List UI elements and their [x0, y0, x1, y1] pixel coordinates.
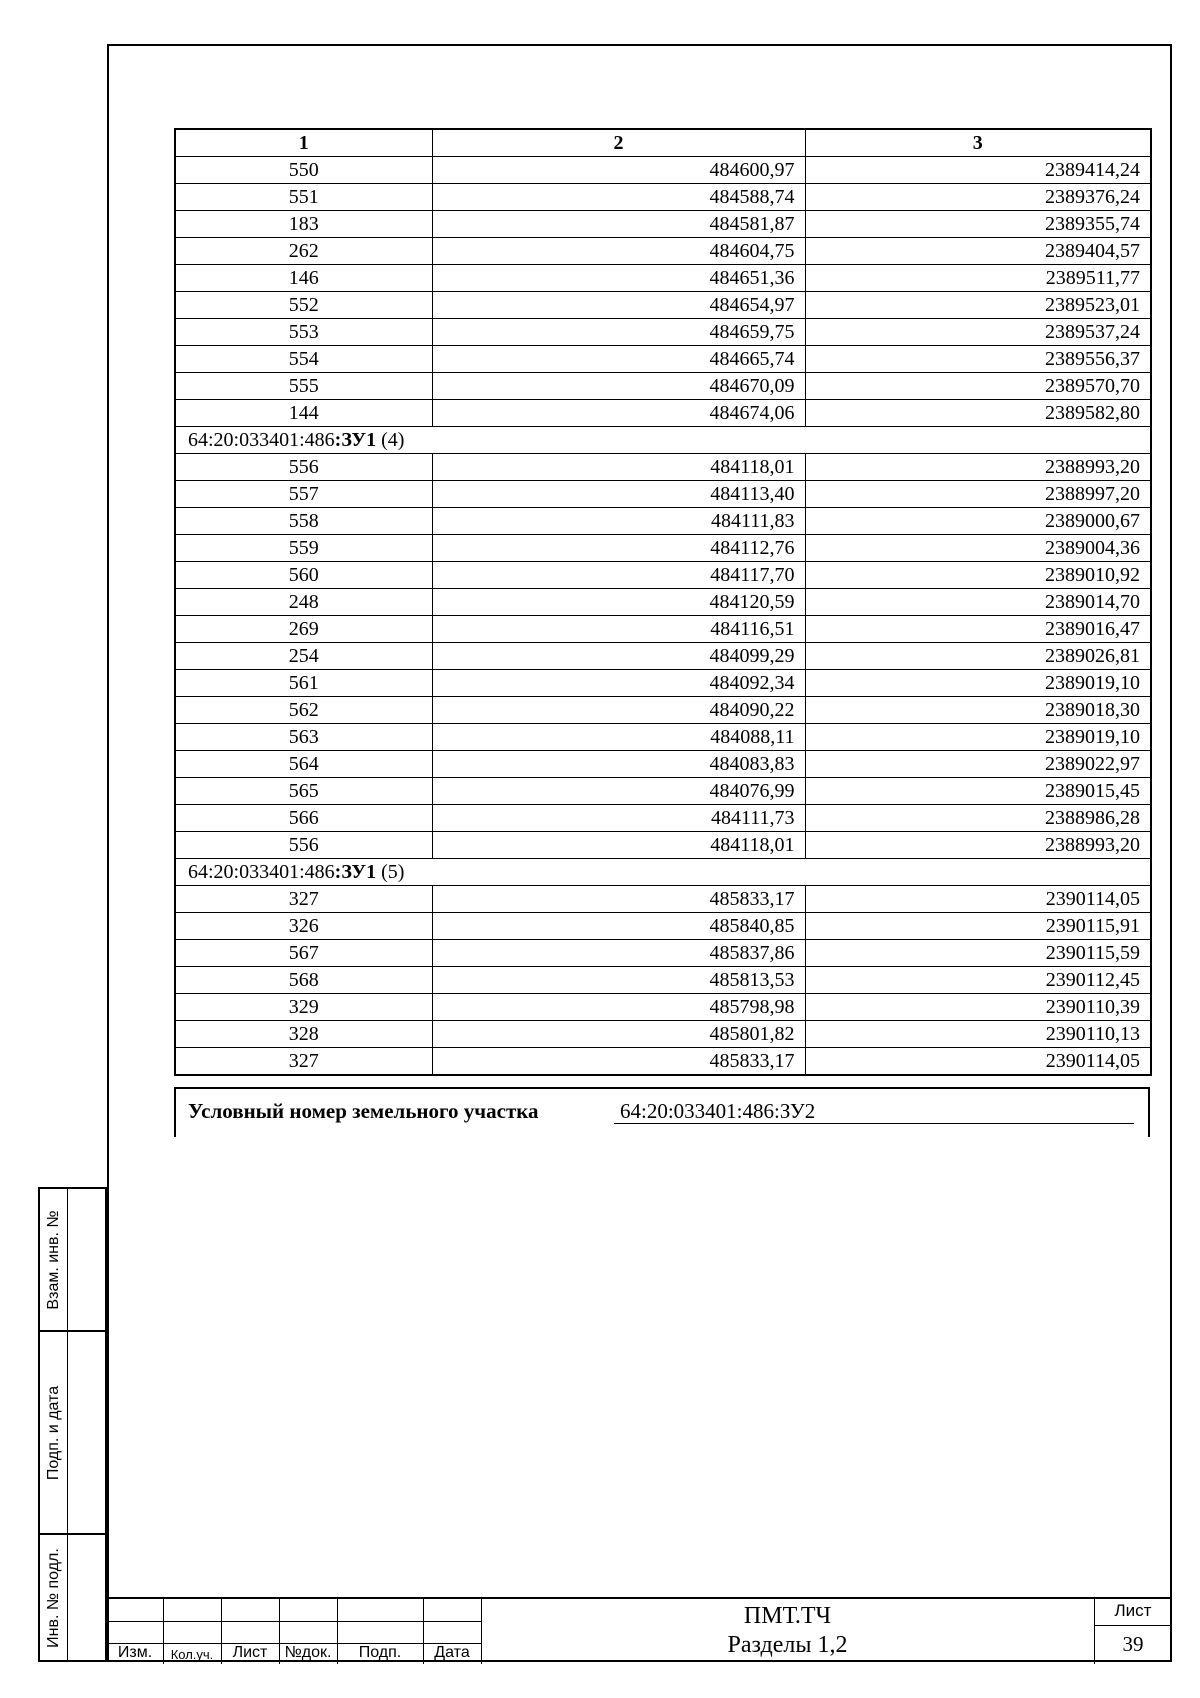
coordinate-row	[175, 157, 1151, 184]
x-coordinate-cell: 484099,29	[432, 643, 805, 670]
group-suffix: (4)	[376, 429, 405, 451]
x-coordinate-cell: 485798,98	[432, 994, 805, 1021]
point-number-cell: 558	[175, 508, 432, 535]
coordinate-row	[175, 319, 1151, 346]
point-number-cell: 554	[175, 346, 432, 373]
y-coordinate-cell: 2390112,45	[805, 967, 1151, 994]
point-number-cell: 327	[175, 886, 432, 913]
point-number-cell: 563	[175, 724, 432, 751]
y-coordinate-cell: 2390115,91	[805, 913, 1151, 940]
parcel-info-box	[174, 1087, 1150, 1137]
point-number-cell: 248	[175, 589, 432, 616]
coordinate-row	[175, 400, 1151, 427]
coordinate-row	[175, 1048, 1151, 1076]
block-2-rows	[175, 454, 1151, 859]
table-header-row	[175, 129, 1151, 157]
coordinate-row	[175, 265, 1151, 292]
y-coordinate-cell: 2390114,05	[805, 886, 1151, 913]
parcel-number-label: Условный номер земельного участка	[188, 1099, 539, 1123]
coordinate-row	[175, 454, 1151, 481]
coordinate-row	[175, 481, 1151, 508]
x-coordinate-cell: 484588,74	[432, 184, 805, 211]
block-1-rows	[175, 157, 1151, 427]
point-number-cell: 556	[175, 454, 432, 481]
point-number-cell: 557	[175, 481, 432, 508]
coordinate-row	[175, 994, 1151, 1021]
coordinate-row	[175, 940, 1151, 967]
document-sections: Разделы 1,2	[727, 1632, 848, 1658]
x-coordinate-cell: 485801,82	[432, 1021, 805, 1048]
y-coordinate-cell: 2389015,45	[805, 778, 1151, 805]
point-number-cell: 553	[175, 319, 432, 346]
x-coordinate-cell: 484600,97	[432, 157, 805, 184]
side-label-inv: Инв. № подл.	[44, 1547, 62, 1648]
stamp-col-list: Лист	[232, 1644, 268, 1661]
column-number-2: 2	[432, 129, 805, 157]
y-coordinate-cell: 2389414,24	[805, 157, 1151, 184]
sheet-number: 39	[1122, 1632, 1144, 1656]
point-number-cell: 567	[175, 940, 432, 967]
coordinate-row	[175, 913, 1151, 940]
point-number-cell: 328	[175, 1021, 432, 1048]
point-number-cell: 568	[175, 967, 432, 994]
coordinate-row	[175, 643, 1151, 670]
point-number-cell: 254	[175, 643, 432, 670]
coordinate-row	[175, 184, 1151, 211]
column-number-1: 1	[175, 129, 432, 157]
y-coordinate-cell: 2389019,10	[805, 670, 1151, 697]
coordinate-row	[175, 724, 1151, 751]
side-cell-inv	[38, 1533, 107, 1662]
y-coordinate-cell: 2389511,77	[805, 265, 1151, 292]
point-number-cell: 551	[175, 184, 432, 211]
y-coordinate-cell: 2389014,70	[805, 589, 1151, 616]
x-coordinate-cell: 484111,83	[432, 508, 805, 535]
group-header-cell	[175, 427, 1151, 454]
y-coordinate-cell: 2388986,28	[805, 805, 1151, 832]
y-coordinate-cell: 2389022,97	[805, 751, 1151, 778]
x-coordinate-cell: 485837,86	[432, 940, 805, 967]
y-coordinate-cell: 2388993,20	[805, 454, 1151, 481]
stamp-col-podp: Подп.	[358, 1644, 402, 1661]
point-number-cell: 566	[175, 805, 432, 832]
side-label-podp: Подп. и дата	[44, 1385, 62, 1480]
x-coordinate-cell: 484670,09	[432, 373, 805, 400]
point-number-cell: 326	[175, 913, 432, 940]
x-coordinate-cell: 484665,74	[432, 346, 805, 373]
x-coordinate-cell: 484581,87	[432, 211, 805, 238]
group-header-row	[175, 859, 1151, 886]
parcel-number-value: 64:20:033401:486:ЗУ2	[614, 1099, 1134, 1124]
coordinate-row	[175, 805, 1151, 832]
point-number-cell: 146	[175, 265, 432, 292]
title-block	[107, 1597, 1172, 1664]
y-coordinate-cell: 2389570,70	[805, 373, 1151, 400]
x-coordinate-cell: 484088,11	[432, 724, 805, 751]
coordinate-row	[175, 967, 1151, 994]
coordinate-row	[175, 1021, 1151, 1048]
x-coordinate-cell: 484111,73	[432, 805, 805, 832]
y-coordinate-cell: 2389018,30	[805, 697, 1151, 724]
y-coordinate-cell: 2389010,92	[805, 562, 1151, 589]
x-coordinate-cell: 484120,59	[432, 589, 805, 616]
x-coordinate-cell: 484117,70	[432, 562, 805, 589]
point-number-cell: 329	[175, 994, 432, 1021]
point-number-cell: 552	[175, 292, 432, 319]
side-stamp	[38, 1187, 107, 1662]
coordinate-row	[175, 346, 1151, 373]
coordinate-row	[175, 238, 1151, 265]
point-number-cell: 556	[175, 832, 432, 859]
x-coordinate-cell: 485840,85	[432, 913, 805, 940]
y-coordinate-cell: 2388997,20	[805, 481, 1151, 508]
point-number-cell: 561	[175, 670, 432, 697]
stamp-col-data: Дата	[434, 1644, 470, 1661]
point-number-cell: 564	[175, 751, 432, 778]
x-coordinate-cell: 484090,22	[432, 697, 805, 724]
point-number-cell: 262	[175, 238, 432, 265]
y-coordinate-cell: 2389537,24	[805, 319, 1151, 346]
stamp-col-ndok: №док.	[284, 1644, 332, 1661]
point-number-cell: 565	[175, 778, 432, 805]
group-prefix: 64:20:033401:486	[188, 429, 335, 451]
coordinate-row	[175, 832, 1151, 859]
coordinate-row	[175, 535, 1151, 562]
column-number-3: 3	[805, 129, 1151, 157]
x-coordinate-cell: 484092,34	[432, 670, 805, 697]
group-code: :ЗУ1	[334, 861, 377, 883]
y-coordinate-cell: 2390110,13	[805, 1021, 1151, 1048]
x-coordinate-cell: 484118,01	[432, 832, 805, 859]
y-coordinate-cell: 2390115,59	[805, 940, 1151, 967]
point-number-cell: 562	[175, 697, 432, 724]
coordinate-row	[175, 616, 1151, 643]
side-cell-vzam	[38, 1187, 107, 1332]
x-coordinate-cell: 484076,99	[432, 778, 805, 805]
y-coordinate-cell: 2390114,05	[805, 1048, 1151, 1076]
x-coordinate-cell: 484651,36	[432, 265, 805, 292]
coordinate-row	[175, 292, 1151, 319]
y-coordinate-cell: 2389355,74	[805, 211, 1151, 238]
x-coordinate-cell: 484674,06	[432, 400, 805, 427]
side-cell-podp	[38, 1330, 107, 1535]
y-coordinate-cell: 2389026,81	[805, 643, 1151, 670]
group-prefix: 64:20:033401:486	[188, 861, 335, 883]
block-3-rows	[175, 886, 1151, 1076]
x-coordinate-cell: 484113,40	[432, 481, 805, 508]
y-coordinate-cell: 2389556,37	[805, 346, 1151, 373]
y-coordinate-cell: 2389376,24	[805, 184, 1151, 211]
point-number-cell: 183	[175, 211, 432, 238]
x-coordinate-cell: 484654,97	[432, 292, 805, 319]
coordinates-table	[174, 128, 1152, 1076]
y-coordinate-cell: 2389016,47	[805, 616, 1151, 643]
document-code: ПМТ.ТЧ	[743, 1603, 832, 1629]
y-coordinate-cell: 2389523,01	[805, 292, 1151, 319]
coordinate-row	[175, 697, 1151, 724]
coordinate-row	[175, 670, 1151, 697]
point-number-cell: 555	[175, 373, 432, 400]
point-number-cell: 559	[175, 535, 432, 562]
x-coordinate-cell: 484083,83	[432, 751, 805, 778]
y-coordinate-cell: 2390110,39	[805, 994, 1151, 1021]
x-coordinate-cell: 484112,76	[432, 535, 805, 562]
group-suffix: (5)	[376, 861, 405, 883]
point-number-cell: 144	[175, 400, 432, 427]
coordinate-row	[175, 373, 1151, 400]
x-coordinate-cell: 485813,53	[432, 967, 805, 994]
y-coordinate-cell: 2388993,20	[805, 832, 1151, 859]
x-coordinate-cell: 484604,75	[432, 238, 805, 265]
group-header-row	[175, 427, 1151, 454]
x-coordinate-cell: 484659,75	[432, 319, 805, 346]
stamp-col-koluch: Кол.уч.	[170, 1647, 214, 1662]
x-coordinate-cell: 484116,51	[432, 616, 805, 643]
coordinate-row	[175, 751, 1151, 778]
y-coordinate-cell: 2389582,80	[805, 400, 1151, 427]
x-coordinate-cell: 485833,17	[432, 1048, 805, 1076]
coordinate-row	[175, 211, 1151, 238]
y-coordinate-cell: 2389019,10	[805, 724, 1151, 751]
x-coordinate-cell: 485833,17	[432, 886, 805, 913]
coordinate-row	[175, 589, 1151, 616]
group-code: :ЗУ1	[334, 429, 377, 451]
coordinate-row	[175, 508, 1151, 535]
sheet-label: Лист	[1114, 1601, 1152, 1620]
y-coordinate-cell: 2389000,67	[805, 508, 1151, 535]
coordinate-row	[175, 886, 1151, 913]
point-number-cell: 327	[175, 1048, 432, 1076]
y-coordinate-cell: 2389404,57	[805, 238, 1151, 265]
coordinate-row	[175, 562, 1151, 589]
side-label-vzam: Взам. инв. №	[44, 1209, 62, 1310]
x-coordinate-cell: 484118,01	[432, 454, 805, 481]
point-number-cell: 269	[175, 616, 432, 643]
y-coordinate-cell: 2389004,36	[805, 535, 1151, 562]
coordinate-row	[175, 778, 1151, 805]
point-number-cell: 550	[175, 157, 432, 184]
stamp-col-izm: Изм.	[117, 1644, 153, 1661]
point-number-cell: 560	[175, 562, 432, 589]
group-header-cell	[175, 859, 1151, 886]
